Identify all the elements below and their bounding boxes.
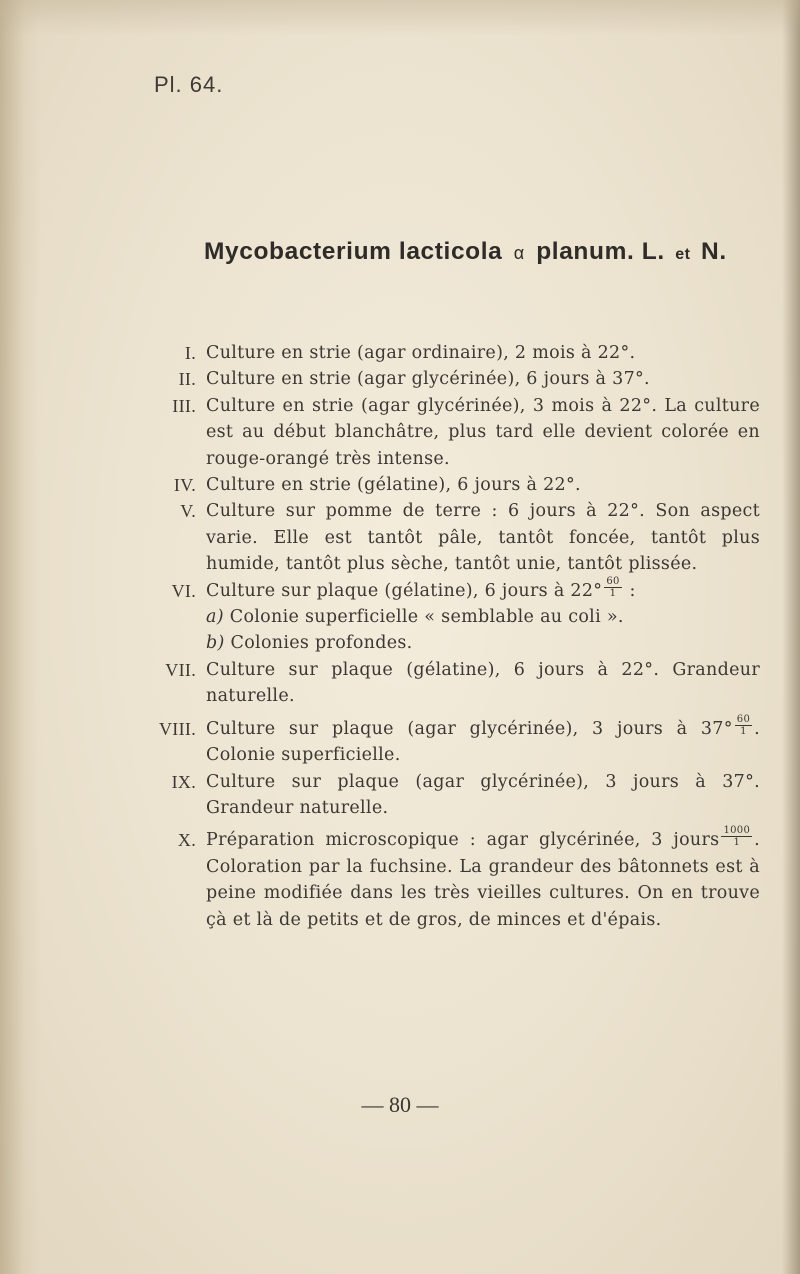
page-title: [204, 238, 764, 266]
sub-entry-letter: a): [206, 607, 224, 628]
legend-entry: [150, 340, 760, 366]
legend-entry: [150, 657, 760, 710]
entry-numeral: X .: [150, 827, 206, 933]
entry-text-after: . Colonie superficielle.: [206, 718, 760, 766]
entry-numeral: VI .: [150, 578, 206, 657]
sub-entry-b: [206, 630, 760, 656]
sub-entry-a: [206, 604, 760, 630]
magnification-fraction: [721, 825, 752, 848]
legend-entry: [150, 393, 760, 472]
sub-entry-letter: b): [206, 633, 225, 654]
entry-numeral: I .: [150, 340, 206, 366]
entry-numeral: IV .: [150, 472, 206, 498]
plate-legend: [150, 340, 760, 933]
legend-entry: [150, 366, 760, 392]
title-author-et: et: [675, 246, 691, 263]
title-author-l: L.: [641, 238, 665, 265]
title-author-n: N.: [701, 238, 727, 265]
entry-text: Culture sur pomme de terre : 6 jours à 22°. Son aspect varie. Elle est tantôt pâle, tantôt foncée, tantôt plus humide, tantôt plus sèche, tantôt unie, tantôt plissée.: [206, 501, 760, 575]
fraction-numerator: 60: [606, 575, 620, 587]
page-edge-shadow-left: [0, 0, 40, 1274]
sub-entry-text: Colonies profondes.: [230, 633, 413, 654]
page-number: — 80 —: [361, 1092, 439, 1117]
entry-text: Culture en strie (agar glycérinée), 3 mois à 22°. La culture est au début blanchâtre, plus tard elle devient colorée en rouge-orangé très intense.: [206, 395, 760, 469]
entry-text: Préparation microscopique : agar glycérinée, 3 jours: [206, 830, 720, 851]
entry-text: Culture sur plaque (agar glycérinée), 3 jours à 37°. Grandeur naturelle.: [206, 771, 760, 818]
plate-label: Pl. 64.: [154, 72, 224, 97]
fraction-denominator: 1: [733, 837, 741, 849]
page-edge-shadow-top: [0, 0, 800, 36]
fraction-denominator: 1: [609, 587, 617, 599]
entry-text: Culture sur plaque (gélatine), 6 jours à 22°: [206, 580, 603, 601]
entry-numeral: IX .: [150, 769, 206, 822]
legend-entry: [150, 827, 760, 933]
title-variety: planum.: [536, 238, 635, 265]
entry-text-block: [206, 575, 760, 657]
entry-text: Culture en strie (agar glycérinée), 6 jours à 37°.: [206, 369, 650, 390]
entry-text: Culture sur plaque (agar glycérinée), 3 jours à 37°: [206, 718, 733, 739]
sub-entry-text: Colonie superficielle « semblable au coli ».: [229, 607, 624, 628]
page-edge-shadow-right: [782, 0, 800, 1274]
fraction-numerator: 1000: [723, 825, 751, 837]
legend-entry: [150, 498, 760, 577]
entry-numeral: II .: [150, 366, 206, 392]
legend-entry: [150, 575, 760, 657]
entry-text: Culture sur plaque (gélatine), 6 jours à 22°. Grandeur naturelle.: [206, 659, 760, 707]
entry-text-after: :: [623, 580, 636, 601]
magnification-fraction: [735, 714, 752, 737]
title-genus: Mycobacterium lacticola: [204, 238, 503, 265]
entry-text-block: [206, 827, 760, 933]
entry-text: Culture en strie (gélatine), 6 jours à 22°.: [206, 475, 581, 496]
entry-text-block: [206, 713, 760, 769]
entry-numeral: VIII .: [150, 716, 206, 769]
legend-entry: [150, 769, 760, 822]
legend-entry: [150, 713, 760, 769]
title-variety-symbol: α: [513, 243, 525, 263]
entry-text: Culture en strie (agar ordinaire), 2 mois à 22°.: [206, 343, 636, 363]
fraction-numerator: 60: [736, 713, 751, 725]
magnification-fraction: [604, 576, 621, 599]
entry-text-after: . Coloration par la fuchsine. La grandeur des bâtonnets est à peine modifiée dans les très vieilles cultures. On en trouve çà et là de petits et de gros, de minces et d'épais.: [206, 830, 760, 930]
entry-numeral: V .: [150, 498, 206, 577]
legend-entry: [150, 472, 760, 498]
entry-numeral: III .: [150, 393, 206, 472]
fraction-denominator: 1: [740, 725, 747, 737]
entry-numeral: VII .: [150, 657, 206, 710]
